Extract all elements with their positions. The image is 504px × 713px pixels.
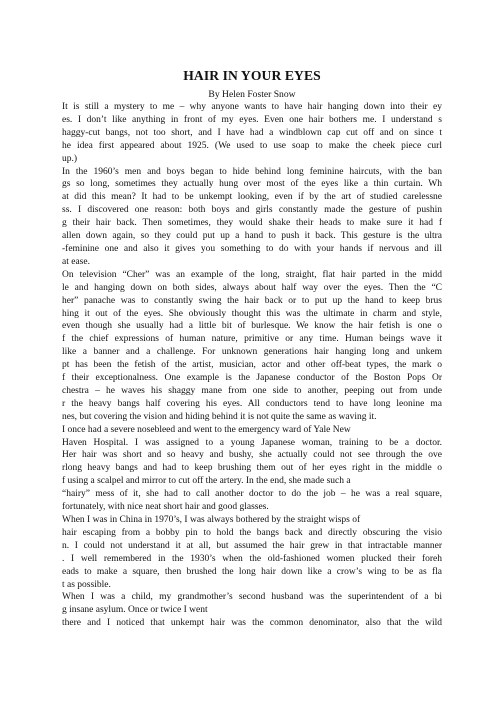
body-text-line: fortunately, with nice neat short hair and good glasses. [62, 502, 269, 513]
body-text-line: her” panache was to constantly swing the hair back or to put up the hand to keep brus [62, 295, 442, 306]
body-text-line: On television “Cher” was an example of the long, straight, flat hair parted in the midd [62, 269, 442, 280]
body-text-line: le and hanging down on both sides, always about half way over the eyes. Then the “C [62, 282, 442, 293]
body-text-line: Her hair was short and so heavy and bushy, she actually could not see through the ove [62, 450, 442, 461]
body-text-line: When I was in China in 1970’s, I was always bothered by the straight wisps of [62, 515, 361, 525]
body-text-line: even though she usually had a little bit of burlesque. We know the hair fetish is one o [62, 321, 442, 332]
document-page [62, 0, 442, 630]
body-text-line: f their exceptionalness. One example is the Japanese conductor of the Boston Pops Or [62, 373, 442, 384]
document-title: HAIR IN YOUR EYES [183, 68, 321, 83]
document-byline: By Helen Foster Snow [208, 89, 296, 100]
body-text-line: -feminine one and also it gives you something to do with your hands if nervous and ill [62, 243, 442, 254]
body-text-line: like a banner and a challenge. For unknown generations hair hanging long and unkem [62, 347, 442, 358]
body-text-line: gs so long, sometimes they actually hung over most of the eyes like a thin curtain. Wh [62, 179, 442, 190]
body-text-line: es. I don’t like anything in front of my eyes. Even one hair bothers me. I understand s [62, 114, 442, 125]
body-text-line: nes, but covering the vision and hiding behind it is not quite the same as waving it. [62, 411, 377, 422]
body-text-line: n. I could not understand it at all, but assumed the hair grew in that intractable manner [62, 540, 442, 551]
body-text-line: When I was a child, my grandmother’s second husband was the superintendent of a bi [62, 592, 442, 603]
body-text-line: g their hair back. Then sometimes, they would shake their heads to make sure it had f [62, 218, 442, 229]
body-text-line: r the heavy bangs half covering his eyes. All conductors tend to have long leonine ma [62, 398, 442, 409]
body-text-line: ss. I discovered one reason: both boys and girls constantly made the gesture of pushin [62, 205, 442, 216]
body-text-line: t as possible. [62, 579, 111, 590]
body-text-line: at ease. [62, 256, 90, 267]
body-text-line: pt has been the fetish of the artist, musician, actor and other off-beat types, the mark o [62, 360, 442, 371]
body-text-line: In the 1960’s men and boys began to hide behind long feminine haircuts, with the ban [62, 166, 442, 177]
body-text-line: hair escaping from a bobby pin to hold the bangs back and directly obscuring the visio [62, 527, 442, 538]
body-text-line: f the chief expressions of human nature, primitive or any time. Human beings wave it [62, 334, 442, 345]
body-text-line: g insane asylum. Once or twice I went [62, 605, 208, 616]
body-text-line: f using a scalpel and mirror to cut off the artery. In the end, she made such a [62, 476, 351, 487]
body-text-line: allen down again, so they could put up a hand to push it back. This gesture is the ultra [62, 231, 442, 242]
body-text-line: haggy-cut bangs, not too short, and I have had a windblown cap cut off and on since t [62, 127, 442, 138]
body-text-line: It is still a mystery to me – why anyone wants to have hair hanging down into their ey [62, 102, 442, 112]
body-text-line: up.) [62, 153, 78, 164]
body-text-line: I once had a severe nosebleed and went to the emergency ward of Yale New [62, 424, 351, 435]
body-text-line: rlong heavy bangs and had to keep brushing them out of her eyes right in the middle o [62, 463, 442, 474]
body-text-line: eads to make a square, then brushed the long hair down like a crow’s wing to be as fla [62, 566, 442, 577]
body-text-line: there and I noticed that unkempt hair was the common denominator, also that the wild [62, 618, 442, 629]
body-text-line: chestra – he waves his shaggy mane from one side to another, peeping out from unde [62, 385, 442, 396]
body-text-line: . I well remembered in the 1930’s when the old-fashioned women plucked their foreh [62, 553, 442, 564]
body-text-line: Haven Hospital. I was assigned to a young Japanese woman, training to be a doctor. [62, 437, 442, 448]
body-text-line: “hairy” mess of it, she had to call another doctor to do the job – he was a real square, [62, 489, 442, 500]
document-body [62, 101, 442, 630]
body-text-line: he idea first appeared about 1925. (We used to use soap to make the cheek piece curl [62, 140, 442, 151]
body-text-line: at did this mean? It had to be unkempt looking, even if by the art of studied carelessne [62, 192, 442, 203]
body-text-line: hing it out of the eyes. She obviously thought this was the ultimate in charm and style, [62, 308, 442, 319]
